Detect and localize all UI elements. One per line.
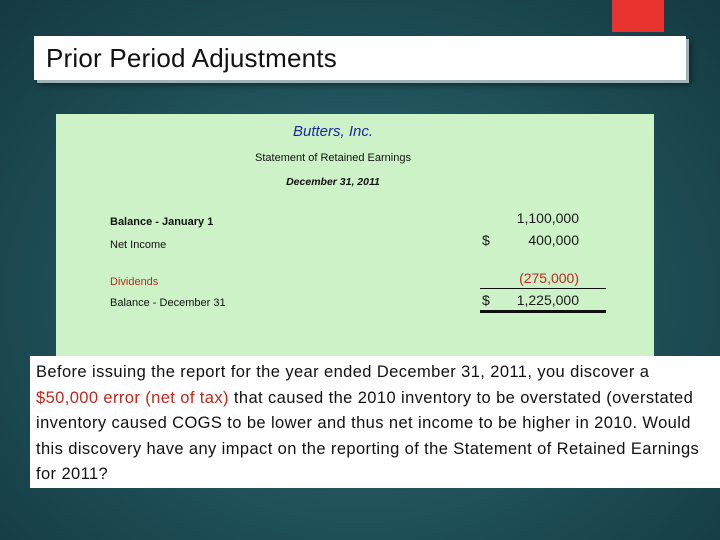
retained-earnings-statement [56,114,654,358]
total-double-rule [480,310,606,313]
statement-name: Statement of Retained Earnings [255,152,411,164]
accent-bar [612,0,664,32]
row-amount-balance-dec: 1,225,000 [516,292,579,308]
row-label-balance-jan: Balance - January 1 [110,216,214,228]
row-label-net-income: Net Income [110,239,167,251]
row-amount-dividends: (275,000) [519,270,579,286]
statement-date: December 31, 2011 [286,176,380,188]
question-text [36,360,716,488]
question-box [30,356,720,488]
row-label-dividends: Dividends [110,276,159,288]
row-amount-net-income: 400,000 [528,232,579,248]
title-box [34,36,686,80]
row-amount-balance-jan: 1,100,000 [516,210,579,226]
question-part-1: Before issuing the report for the year ended December 31, 2011, you discover a [36,363,650,381]
slide-title: Prior Period Adjustments [46,43,337,73]
question-part-2: that caused the 2010 inventory to be overstated (overstated inventory caused COGS to be lower and thus net income to be higher in 2010. Would this discovery have any impact on the reporting of the Statement of Retained Earnings for 2011? [36,388,700,483]
company-name: Butters, Inc. [292,123,374,140]
row-currency-net-income: $ [482,232,490,248]
row-currency-balance-dec: $ [482,292,490,308]
row-label-balance-dec: Balance - December 31 [110,297,226,309]
subtotal-rule [480,288,606,289]
error-amount-highlight: $50,000 error (net of tax) [36,388,229,407]
